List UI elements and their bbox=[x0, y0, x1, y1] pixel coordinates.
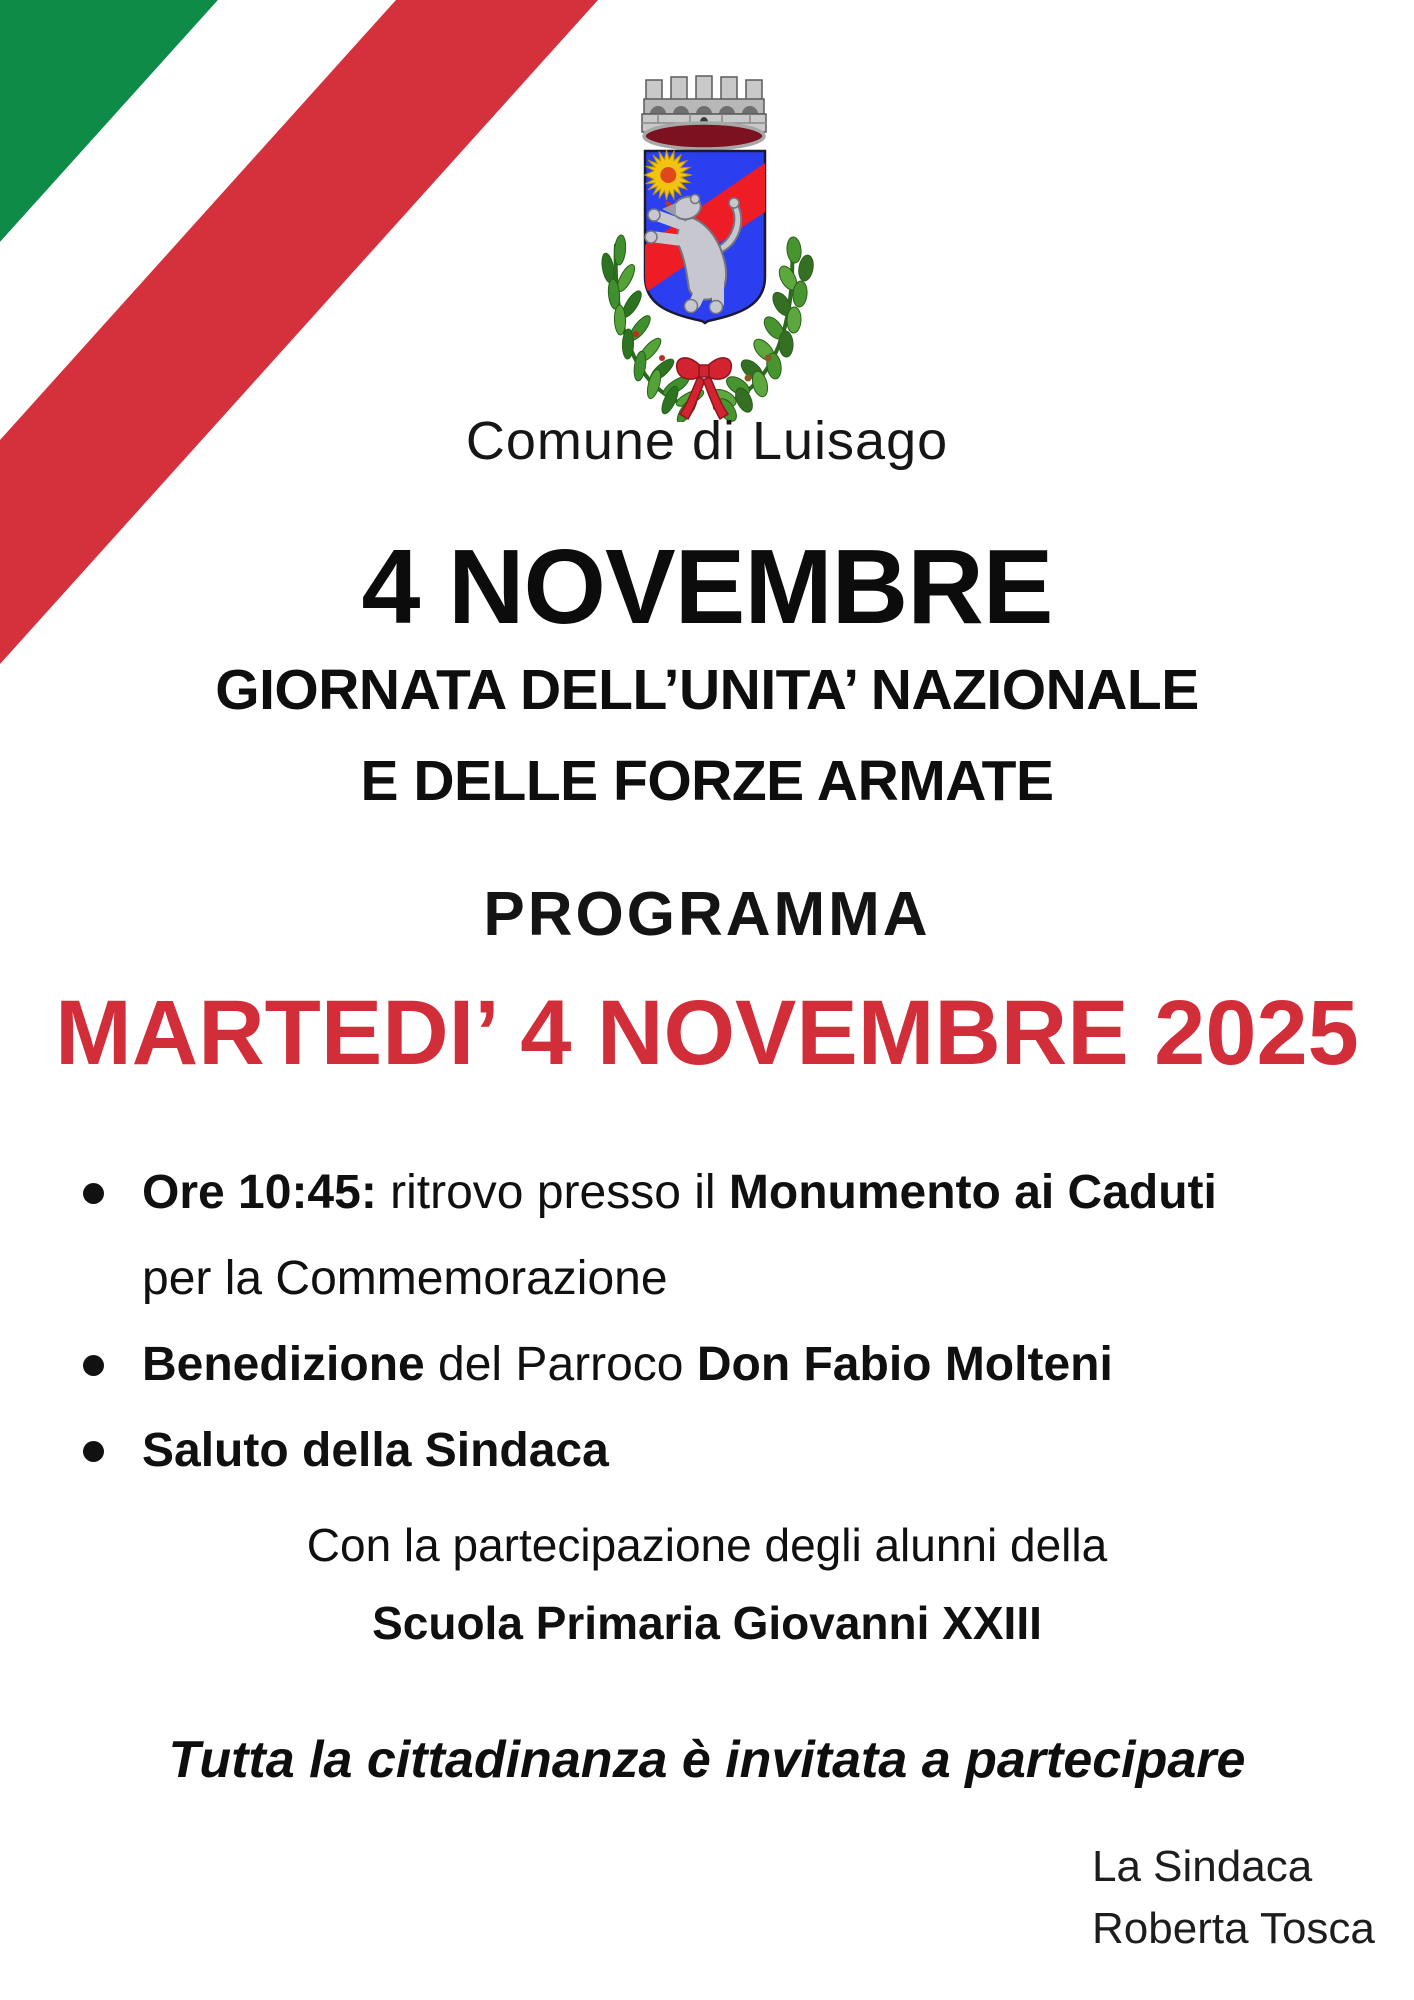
schedule-place: Monumento ai Caduti bbox=[728, 1166, 1217, 1219]
program-section-label: PROGRAMMA bbox=[483, 880, 931, 949]
list-item bbox=[83, 1150, 1403, 1236]
subtitle-line-1: GIORNATA DELL’UNITA’ NAZIONALE bbox=[215, 658, 1199, 722]
signature-role: La Sindaca bbox=[1092, 1842, 1313, 1891]
municipality-name: Comune di Luisago bbox=[465, 411, 949, 471]
participation-school: Scuola Primaria Giovanni XXIII bbox=[372, 1597, 1042, 1649]
signature-block bbox=[1092, 1836, 1375, 1960]
list-item bbox=[83, 1322, 1403, 1408]
event-date-heading: MARTEDI’ 4 NOVEMBRE 2025 bbox=[55, 982, 1359, 1084]
page-title: 4 NOVEMBRE bbox=[361, 528, 1053, 646]
list-item bbox=[83, 1408, 1403, 1494]
signature-name: Roberta Tosca bbox=[1092, 1904, 1375, 1953]
invitation-line: Tutta la cittadinanza è invitata a partecipare bbox=[168, 1731, 1246, 1789]
schedule-text: del Parroco bbox=[424, 1338, 697, 1391]
schedule-event: Saluto della Sindaca bbox=[142, 1424, 609, 1477]
mural-crown-icon bbox=[642, 76, 766, 149]
shield-icon bbox=[645, 150, 765, 323]
subtitle-line-2: E DELLE FORZE ARMATE bbox=[360, 749, 1054, 813]
schedule-list bbox=[83, 1150, 1403, 1494]
bullet-dot bbox=[83, 1355, 104, 1376]
bullet-dot bbox=[83, 1441, 104, 1462]
participation-line: Con la partecipazione degli alunni della bbox=[306, 1519, 1108, 1571]
bullet-dot bbox=[83, 1183, 104, 1204]
schedule-time: Ore 10:45: bbox=[142, 1166, 377, 1219]
schedule-event: Benedizione bbox=[142, 1338, 425, 1391]
schedule-person: Don Fabio Molteni bbox=[696, 1338, 1113, 1391]
schedule-text: per la Commemorazione bbox=[142, 1252, 668, 1305]
comune-coat-of-arms bbox=[592, 72, 822, 422]
list-item-continuation bbox=[83, 1236, 1403, 1322]
schedule-text: ritrovo presso il bbox=[376, 1166, 729, 1219]
